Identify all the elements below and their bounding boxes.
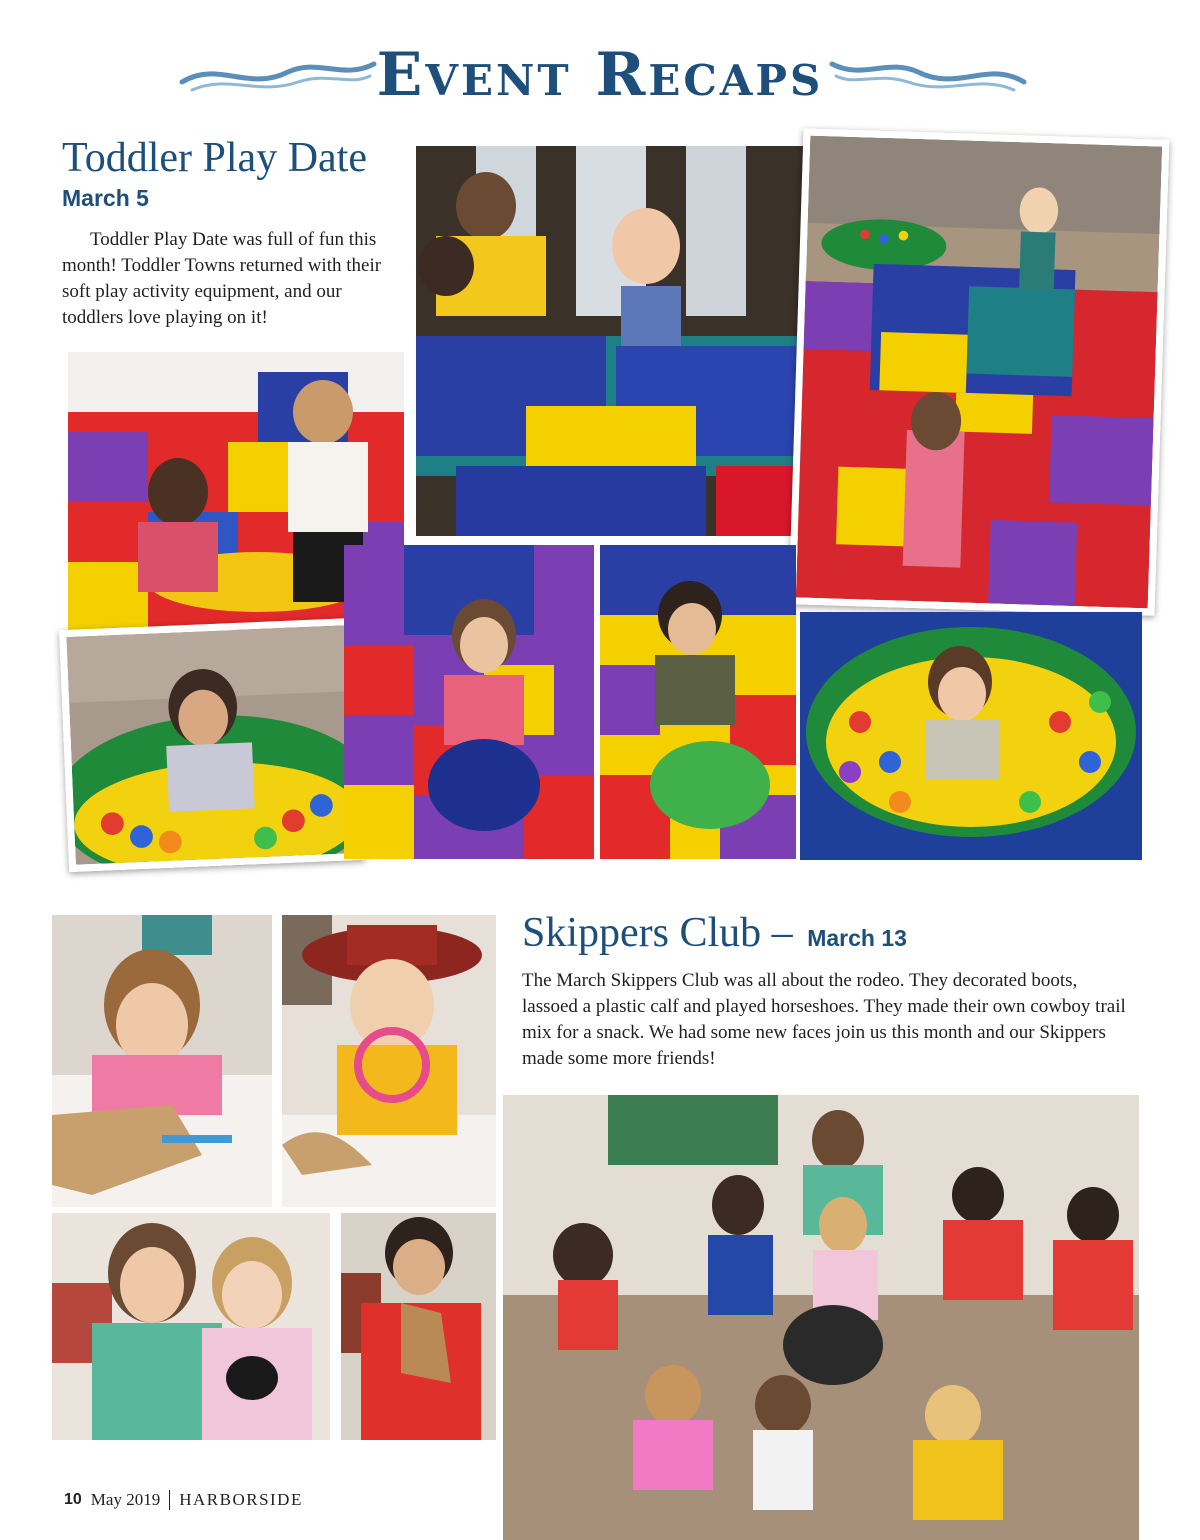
footer-divider xyxy=(169,1490,170,1510)
skippers-title-text: Skippers Club – xyxy=(522,910,793,956)
issue-date: May 2019 xyxy=(90,1490,161,1509)
photo-skippers-group xyxy=(503,1095,1139,1540)
photo-boy-with-boot xyxy=(341,1213,496,1440)
photo-girl-ball-pit xyxy=(59,618,365,872)
photo-girl-decorating-boot xyxy=(52,915,272,1207)
magazine-name: HARBORSIDE xyxy=(179,1490,303,1509)
photo-toddler-ball-pit xyxy=(800,612,1142,860)
skippers-article-title xyxy=(522,910,907,961)
toddler-article-title: Toddler Play Date xyxy=(62,135,367,181)
wave-ornament-right xyxy=(828,52,1028,96)
page-title: Event Recaps xyxy=(376,40,824,110)
photo-boy-green-hopper xyxy=(600,545,796,859)
page-footer xyxy=(64,1490,303,1510)
skippers-article-body: The March Skippers Club was all about the rodeo. They decorated boots, lassoed a plastic calf and played horseshoes. They made their own cowboy trail mix for a snack. We had some new faces join us this month and our Skippers made some more friends! xyxy=(522,970,1126,1069)
photo-softplay-tunnel xyxy=(416,146,806,536)
page-number: 10 xyxy=(64,1491,82,1508)
photo-girl-cowboy-hat xyxy=(282,915,496,1207)
skippers-article-date: March 13 xyxy=(807,925,907,951)
photo-two-girls xyxy=(52,1213,330,1440)
toddler-article-body: Toddler Play Date was full of fun this month! Toddler Towns returned with their soft play activity equipment, and our toddlers love playing on it! xyxy=(62,229,382,328)
photo-girl-blue-hopper xyxy=(344,545,594,859)
photo-softplay-room xyxy=(789,128,1170,615)
toddler-article-date: March 5 xyxy=(62,185,149,211)
